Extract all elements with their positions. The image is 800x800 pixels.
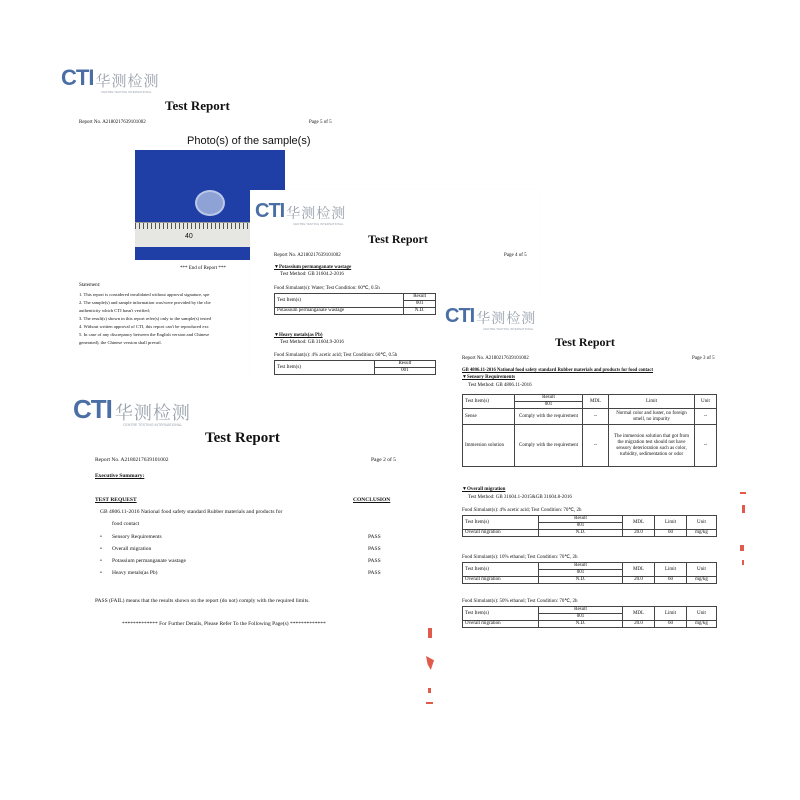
cell-result: N.D.: [539, 621, 623, 628]
cell-mdl: --: [583, 409, 609, 425]
summary-item-result: PASS: [368, 534, 381, 540]
test-method: Test Method: GB 31604.9-2016: [280, 340, 344, 345]
standard-line: food contact: [112, 521, 140, 527]
header-sample: 001: [539, 523, 623, 530]
pass-fail-note: PASS (FAIL) means that the results shown on the report (do not) comply with the required limits.: [95, 598, 310, 604]
statement-title: Statement:: [79, 283, 101, 288]
header-mdl: MDL: [623, 563, 655, 577]
statement-line: 5. In case of any discrepancy between the English version and Chinese: [79, 332, 210, 337]
cell-unit: --: [695, 425, 717, 467]
page-title: Test Report: [368, 232, 428, 246]
executive-summary: Executive Summary:: [95, 473, 145, 479]
cti-logo: CTI 华测检测 CENTRE TESTING INTERNATIONAL: [73, 394, 191, 427]
report-number: Report No. A2180217639101002: [274, 253, 341, 258]
test-method: Test Method: GB 4806.11-2016: [468, 383, 532, 388]
stamp-fragment: [428, 688, 431, 693]
cell-mdl: 20.0: [623, 530, 655, 537]
header-sample: 001: [374, 368, 435, 375]
cell-item: Immersion solution: [463, 425, 515, 467]
statement-line: generated), the Chinese version shall prevail.: [79, 340, 162, 345]
header-result: Result: [539, 607, 623, 614]
header-test-item: Test Item(s): [463, 563, 539, 577]
report-page-2: [40, 380, 435, 710]
summary-item-result: PASS: [368, 546, 381, 552]
header-result: Result: [374, 361, 435, 368]
header-limit: Limit: [655, 516, 687, 530]
header-limit: Limit: [655, 607, 687, 621]
end-of-report: *** End of Report ***: [180, 266, 226, 271]
page-number: Page 2 of 5: [371, 457, 396, 463]
sample-ring: [195, 190, 225, 216]
header-result: Result: [539, 516, 623, 523]
test-request-heading: TEST REQUEST: [95, 497, 137, 503]
report-page-3: [440, 295, 740, 665]
summary-item-result: PASS: [368, 570, 381, 576]
header-mdl: MDL: [623, 607, 655, 621]
header-mdl: MDL: [583, 395, 609, 409]
summary-item-name: Sensory Requirements: [112, 534, 162, 540]
cell-unit: mg/kg: [687, 577, 717, 584]
stamp-fragment: [742, 505, 745, 513]
page-number: Page 4 of 5: [504, 253, 527, 258]
sensory-table: [462, 394, 717, 467]
conclusion-heading: CONCLUSION: [353, 497, 391, 503]
cell-item: Sense: [463, 409, 515, 425]
statement-line: 2. The sample(s) and sample information was/were provided by the clie: [79, 300, 211, 305]
cti-logo: CTI 华测检测 CENTRE TESTING INTERNATIONAL: [61, 65, 160, 94]
page-title: Test Report: [555, 335, 615, 349]
header-limit: Limit: [609, 395, 695, 409]
header-unit: Unit: [687, 607, 717, 621]
header-test-item: Test Item(s): [275, 294, 404, 308]
header-sample: 001: [539, 570, 623, 577]
migration-table-2: [462, 562, 717, 584]
stamp-fragment: [428, 628, 432, 638]
summary-item: [100, 570, 390, 578]
section-heading: ▼Sensory Requirements: [462, 375, 516, 380]
migration-table-3: [462, 606, 717, 628]
row-value: N.D.: [404, 308, 436, 315]
row-item: Potassium permanganate wastage: [275, 308, 404, 315]
cell-mdl: --: [583, 425, 609, 467]
stamp-fragment: [742, 560, 744, 565]
cti-logo: CTI 华测检测 CENTRE TESTING INTERNATIONAL: [445, 305, 537, 331]
cell-item: Overall migration: [463, 621, 539, 628]
migration-table-1: [462, 515, 717, 537]
standard-line: GB 4806.11-2016 National food safety standard Rubber materials and products for: [100, 509, 283, 515]
cell-limit: The immersion solution that got from the migration test should not have sensory deterioration such as color, turbidity, sedimentation or odor: [609, 425, 695, 467]
bullet: •: [100, 558, 102, 564]
report-number: Report No. A2180217639101002: [79, 120, 146, 125]
test-condition: Food Simulant(s): 4% acetic acid; Test Condition: 70℃, 2h: [462, 508, 582, 513]
stamp-fragment: [740, 492, 746, 494]
stamp-fragment: [426, 702, 433, 704]
cti-logo: CTI 华测检测 CENTRE TESTING INTERNATIONAL: [255, 200, 347, 226]
cell-result: Comply with the requirement: [515, 409, 583, 425]
photo-heading: Photo(s) of the sample(s): [187, 135, 311, 147]
header-unit: Unit: [687, 563, 717, 577]
statement-line: 1. This report is considered invalidated without approval signature, spe: [79, 292, 210, 297]
section-heading: ▼Overall migration: [462, 487, 506, 492]
cell-item: Overall migration: [463, 530, 539, 537]
cell-limit: 60: [655, 530, 687, 537]
summary-item-name: Overall migration: [112, 546, 152, 552]
header-result: Result: [404, 294, 436, 301]
header-sample: 001: [404, 301, 436, 308]
header-test-item: Test Item(s): [275, 361, 375, 375]
header-result: Result: [515, 395, 583, 402]
cell-unit: --: [695, 409, 717, 425]
section-heading: ▼Potassium permanganate wastage: [274, 265, 352, 270]
summary-item: [100, 546, 390, 554]
statement-line: 3. The result(s) shown in this report refer(s) only to the sample(s) tested: [79, 316, 211, 321]
header-result: Result: [539, 563, 623, 570]
header-sample: 001: [515, 402, 583, 409]
test-method: Test Method: GB 31604.1-2015&GB 31604.8-2016: [468, 495, 572, 500]
cell-result: Comply with the requirement: [515, 425, 583, 467]
standard-heading: GB 4806.11-2016 National food safety standard Rubber materials and products for food contact: [462, 368, 654, 373]
page-title: Test Report: [205, 430, 280, 446]
header-unit: Unit: [687, 516, 717, 530]
stamp-fragment: [740, 545, 744, 551]
page-number: Page 5 of 5: [309, 120, 332, 125]
cell-mdl: 20.0: [623, 577, 655, 584]
header-sample: 001: [539, 614, 623, 621]
test-condition: Food Simulant(s): 10% ethanol; Test Condition: 70℃, 2h: [462, 555, 578, 560]
bullet: •: [100, 570, 102, 576]
potassium-table: [274, 293, 436, 315]
summary-item-name: Potassium permanganate wastage: [112, 558, 186, 564]
cell-mdl: 20.0: [623, 621, 655, 628]
section-heading: ▼Heavy metals(as Pb): [274, 333, 323, 338]
summary-item: [100, 558, 390, 566]
report-number: Report No. A2180217639101002: [95, 457, 169, 463]
header-unit: Unit: [695, 395, 717, 409]
statement-list: [79, 291, 211, 347]
header-test-item: Test Item(s): [463, 607, 539, 621]
bullet: •: [100, 534, 102, 540]
cell-unit: mg/kg: [687, 530, 717, 537]
statement-line: 4. Without written approval of CTI, this report can't be reproduced exc: [79, 324, 209, 329]
heavy-metals-table: [274, 360, 436, 375]
cell-limit: 60: [655, 577, 687, 584]
test-method: Test Method: GB 31604.2-2016: [280, 272, 344, 277]
summary-item-result: PASS: [368, 558, 381, 564]
summary-item-name: Heavy metals(as Pb): [112, 570, 158, 576]
header-test-item: Test Item(s): [463, 395, 515, 409]
test-condition: Food Simulant(s): 50% ethanol; Test Condition: 70℃, 2h: [462, 599, 578, 604]
page-title: Test Report: [165, 98, 230, 113]
heavy-metals-table-wrap: [274, 360, 436, 380]
cell-limit: Normal color and luster, no foreign smell, no impurity: [609, 409, 695, 425]
header-limit: Limit: [655, 563, 687, 577]
cell-unit: mg/kg: [687, 621, 717, 628]
statement-line: authenticity which CTI hasn't verified;: [79, 308, 150, 313]
page-number: Page 3 of 5: [692, 356, 715, 361]
further-details-footer: ************* For Further Details, Please Refer To the Following Page(s) *************: [122, 621, 326, 627]
bullet: •: [100, 546, 102, 552]
header-test-item: Test Item(s): [463, 516, 539, 530]
test-condition: Food Simulant(s): Water; Test Condition: 60℃, 0.5h: [274, 286, 380, 291]
cell-result: N.D.: [539, 577, 623, 584]
report-number: Report No. A2180217639101002: [462, 356, 529, 361]
test-condition: Food Simulant(s): 4% acetic acid; Test Condition: 60℃, 0.5h: [274, 353, 398, 358]
cell-item: Overall migration: [463, 577, 539, 584]
cell-result: N.D.: [539, 530, 623, 537]
header-mdl: MDL: [623, 516, 655, 530]
ruler-number: 40: [185, 233, 193, 240]
summary-item: [100, 534, 390, 542]
cell-limit: 60: [655, 621, 687, 628]
